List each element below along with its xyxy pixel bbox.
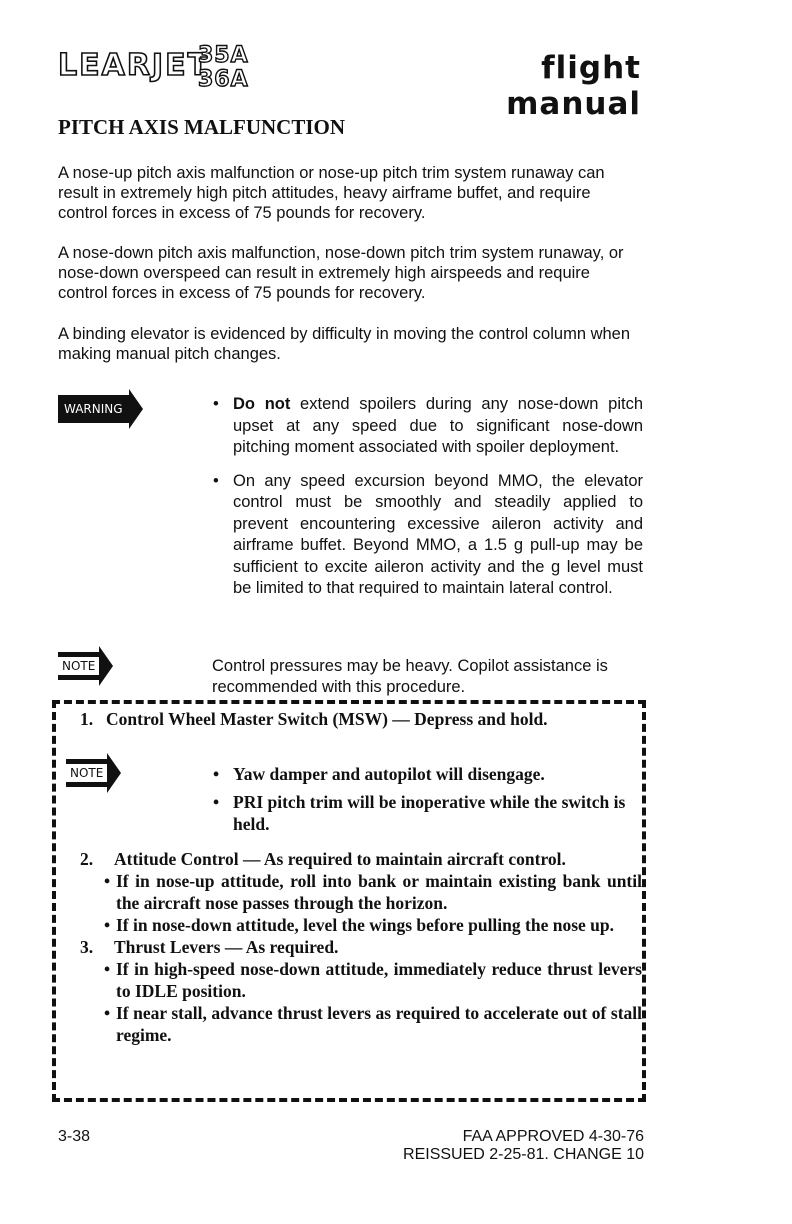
procedure-note-bullets [213,763,645,841]
step-2 [80,848,642,1046]
paragraph-nose-down: A nose-down pitch axis malfunction, nose-down pitch trim system runaway, or nose-down overspeed can result in extremely high airspeeds and require control forces in excess of 75 pounds for recovery. [58,244,624,302]
warning-label: WARNING [58,395,129,423]
step-1 [80,708,640,730]
step-3-sub-1: • If in high-speed nose-down attitude, immediately reduce thrust levers to IDLE position. [80,958,642,1002]
page-number: 3-38 [58,1128,91,1145]
step-1-number: 1. [80,709,94,729]
warning-arrow-icon [129,389,143,429]
step-3-text: Thrust Levers — As required. [114,937,339,957]
footer-approval [380,1128,644,1164]
manual-title: flight manual [506,50,641,122]
step-1-text: Control Wheel Master Switch (MSW) — Depress and hold. [106,709,548,729]
warning-bullet-2: • On any speed excursion beyond MMO, the elevator control must be smoothly and steadily applied to prevent encountering excessive aileron activity and airframe buffet. Beyond MMO, a 1.5 g pull-up may be sufficient to excite aileron activity and the g level must be limited to that required to maintain lateral control. [213,471,643,600]
step-3-number: 3. [80,937,94,957]
model-35a: 35A [198,43,249,68]
model-36a: 36A [198,67,249,92]
note-label: NOTE [58,652,99,680]
paragraph-binding-elevator: A binding elevator is evidenced by difficulty in moving the control column when making manual pitch changes. [58,325,631,363]
brand-logo-text: LEARJET [58,48,211,83]
step-2-text: Attitude Control — As required to maintain aircraft control. [114,849,566,869]
model-designations [198,44,268,92]
approval-line: FAA APPROVED 4-30-76 [462,1128,644,1145]
step-2-number: 2. [80,849,94,869]
warning-bullet-1-text: extend spoilers during any nose-down pitch upset at any speed due to significant nose-down pitching moment associated with spoiler deployment. [233,395,643,456]
paragraph-nose-up: A nose-up pitch axis malfunction or nose-up pitch trim system runaway can result in extremely high pitch attitudes, heavy airframe buffet, and require control forces in excess of 75 pounds for recovery. [58,164,605,222]
reissue-line: REISSUED 2-25-81. CHANGE 10 [403,1146,644,1163]
note-callout [58,646,113,686]
warning-bullet-1-lead: Do not [233,395,291,413]
note-text: Control pressures may be heavy. Copilot assistance is recommended with this procedure. [212,657,608,696]
procedure-note-bullet-1: • Yaw damper and autopilot will disengage. [213,763,645,785]
step-2-sub-2: • If in nose-down attitude, level the wings before pulling the nose up. [80,914,642,936]
procedure-note-label: NOTE [66,759,107,787]
procedure-note-bullet-2: • PRI pitch trim will be inoperative while the switch is held. [213,791,645,835]
step-2-sub-1: • If in nose-up attitude, roll into bank or maintain existing bank until the aircraft nose passes through the horizon. [80,870,642,914]
warning-callout [58,389,143,429]
step-3-sub-2: • If near stall, advance thrust levers as required to accelerate out of stall regime. [80,1002,642,1046]
section-title: PITCH AXIS MALFUNCTION [58,115,346,139]
warning-bullet-1 [213,394,643,459]
warning-bullets [213,394,643,612]
note-arrow-icon [99,646,113,686]
procedure-note-arrow-icon [107,753,121,793]
procedure-note-callout [66,753,121,793]
